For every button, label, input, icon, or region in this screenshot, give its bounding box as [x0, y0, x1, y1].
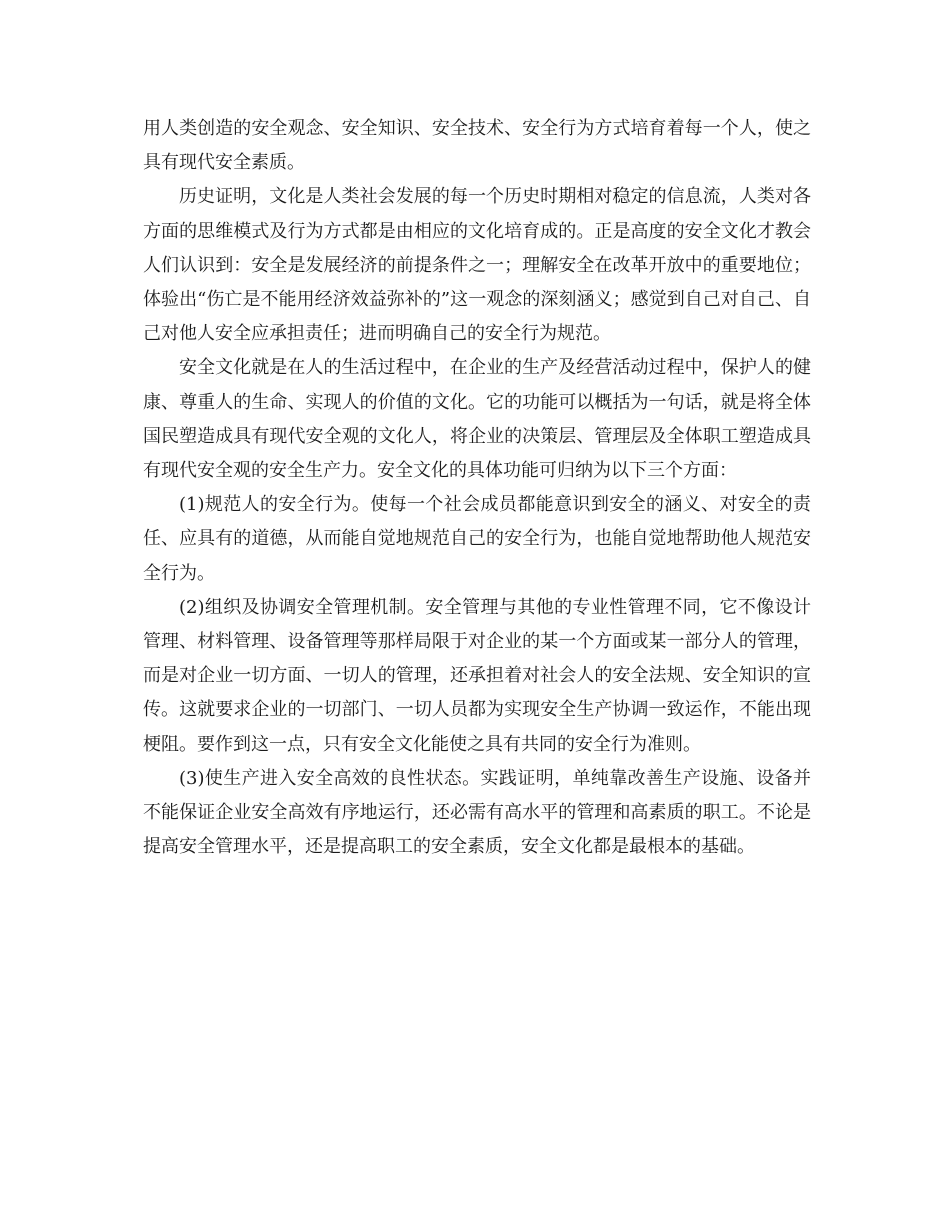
paragraph-history: 历史证明，文化是人类社会发展的每一个历史时期相对稳定的信息流，人类对各方面的思维模式及行为方式都是由相应的文化培育成的。正是高度的安全文化才教会人们认识到：安全是发展经济的前提条件之一；理解安全在改革开放中的重要地位；体验出“伤亡是不能用经济效益弥补的”这一观念的深刻涵义；感觉到自己对自己、自己对他人安全应承担责任；进而明确自己的安全行为规范。 [143, 186, 811, 345]
paragraph-function-3: (3)使生产进入安全高效的良性状态。实践证明，单纯靠改善生产设施、设备并不能保证企业安全高效有序地运行，还必需有高水平的管理和高素质的职工。不论是提高安全管理水平，还是提高职工的安全素质，安全文化都是最根本的基础。 [143, 767, 811, 858]
paragraph-function-1: (1)规范人的安全行为。使每一个社会成员都能意识到安全的涵义、对安全的责任、应具有的道德，从而能自觉地规范自己的安全行为，也能自觉地帮助他人规范安全行为。 [143, 494, 811, 584]
paragraph-function-2: (2)组织及协调安全管理机制。安全管理与其他的专业性管理不同，它不像设计管理、材料管理、设备管理等那样局限于对企业的某一个方面或某一部分人的管理，而是对企业一切方面、一切人的管理，还承担着对社会人的安全法规、安全知识的宣传。这就要求企业的一切部门、一切人员都为实现安全生产协调一致运作，不能出现梗阻。要作到这一点，只有安全文化能使之具有共同的安全行为准则。 [143, 596, 811, 755]
document-body [143, 112, 811, 864]
paragraph-definition: 安全文化就是在人的生活过程中，在企业的生产及经营活动过程中，保护人的健康、尊重人的生命、实现人的价值的文化。它的功能可以概括为一句话，就是将全体国民塑造成具有现代安全观的文化人，将企业的决策层、管理层及全体职工塑造成具有现代安全观的安全生产力。安全文化的具体功能可归纳为以下三个方面： [143, 357, 811, 482]
paragraph-continuation: 用人类创造的安全观念、安全知识、安全技术、安全行为方式培育着每一个人，使之具有现代安全素质。 [143, 118, 811, 174]
